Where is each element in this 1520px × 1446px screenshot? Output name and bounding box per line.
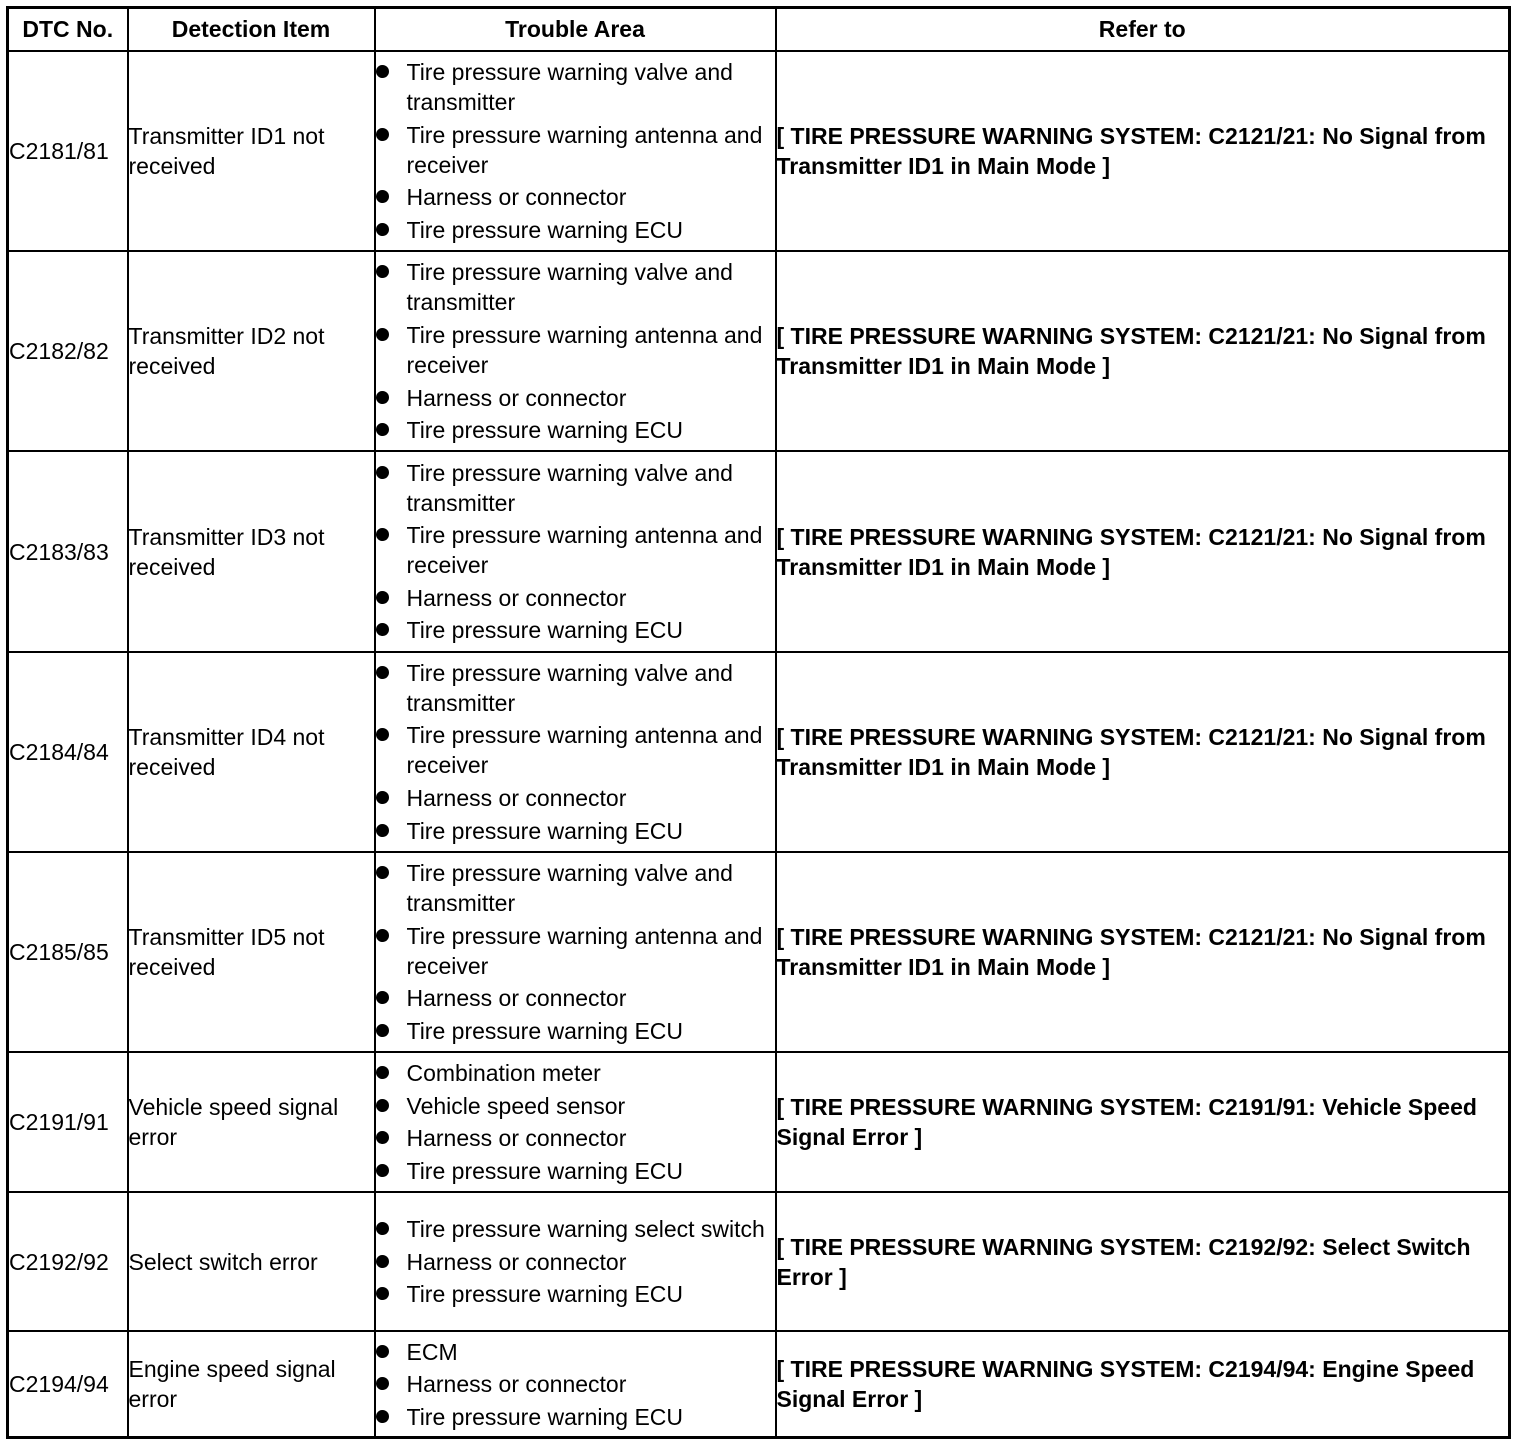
trouble-area-text: Harness or connector [406,1248,627,1275]
trouble-area-text: Tire pressure warning select switch [406,1216,765,1243]
header-detection-item: Detection Item [128,8,375,52]
trouble-area-text: Tire pressure warning ECU [406,1281,684,1308]
bullet-icon [376,929,389,942]
list-item [376,858,775,918]
trouble-area [375,1052,776,1192]
trouble-area-text: Tire pressure warning valve and transmitter [406,59,733,116]
trouble-area [375,1192,776,1331]
trouble-area-text: Harness or connector [406,785,627,811]
bullet-icon [376,265,389,278]
table-row [8,1052,1510,1192]
trouble-area-list [376,1058,775,1186]
list-item [376,720,775,780]
trouble-area-text: Tire pressure warning valve and transmitter [406,259,733,316]
list-item [376,1214,775,1244]
refer-to-link[interactable]: [ TIRE PRESSURE WARNING SYSTEM: C2121/21: No Signal from Transmitter ID1 in Main Mode ] [776,251,1510,451]
bullet-icon [376,1287,389,1300]
trouble-area-text: Harness or connector [406,184,627,211]
trouble-area [375,251,776,451]
trouble-area-text: Tire pressure warning ECU [406,216,684,243]
bullet-icon [376,1066,389,1079]
list-item [376,320,775,380]
refer-to-link[interactable]: [ TIRE PRESSURE WARNING SYSTEM: C2121/21: No Signal from Transmitter ID1 in Main Mode ] [776,51,1510,251]
trouble-area [375,1331,776,1437]
bullet-icon [376,128,389,141]
bullet-icon [376,223,389,236]
dtc-code: C2183/83 [8,451,128,651]
list-item [376,215,775,245]
list-item [376,921,775,981]
list-item [376,1369,775,1399]
bullet-icon [376,65,389,78]
trouble-area-text: Harness or connector [406,384,627,411]
dtc-code: C2181/81 [8,51,128,251]
trouble-area-text: ECM [406,1338,458,1365]
bullet-icon [376,666,389,679]
table-row [8,652,1510,852]
dtc-code: C2194/94 [8,1331,128,1437]
trouble-area-text: Tire pressure warning valve and transmitter [406,860,733,917]
bullet-icon [376,528,389,541]
table-row [8,1331,1510,1437]
trouble-area [375,652,776,852]
trouble-area-text: Harness or connector [406,985,627,1012]
list-item [376,816,775,846]
table-row [8,451,1510,651]
refer-to-link[interactable]: [ TIRE PRESSURE WARNING SYSTEM: C2121/21: No Signal from Transmitter ID1 in Main Mode ] [776,852,1510,1052]
trouble-area-list [376,57,775,245]
list-item [376,182,775,212]
list-item [376,1016,775,1046]
trouble-area-text: Tire pressure warning antenna and receiver [406,922,763,979]
trouble-area-list [376,858,775,1046]
bullet-icon [376,190,389,203]
list-item [376,1156,775,1186]
detection-item: Transmitter ID2 not received [128,251,375,451]
list-item [376,1279,775,1309]
trouble-area-text: Tire pressure warning antenna and receiver [406,522,763,579]
list-item [376,415,775,445]
detection-item: Transmitter ID5 not received [128,852,375,1052]
detection-item: Select switch error [128,1192,375,1331]
header-trouble-area: Trouble Area [375,8,776,52]
bullet-icon [376,1164,389,1177]
bullet-icon [376,728,389,741]
bullet-icon [376,824,389,837]
trouble-area-text: Tire pressure warning antenna and receiver [406,121,763,178]
refer-to-link[interactable]: [ TIRE PRESSURE WARNING SYSTEM: C2121/21: No Signal from Transmitter ID1 in Main Mode ] [776,652,1510,852]
bullet-icon [376,1410,389,1423]
list-item [376,1247,775,1277]
detection-item: Vehicle speed signal error [128,1052,375,1192]
trouble-area-list [376,1337,775,1432]
refer-to-link[interactable]: [ TIRE PRESSURE WARNING SYSTEM: C2192/92: Select Switch Error ] [776,1192,1510,1331]
trouble-area-text: Tire pressure warning ECU [406,1157,684,1184]
list-item [376,120,775,180]
bullet-icon [376,1255,389,1268]
detection-item: Transmitter ID3 not received [128,451,375,651]
list-item [376,615,775,645]
trouble-area-list [376,1214,775,1309]
bullet-icon [376,991,389,1004]
list-item [376,783,775,813]
list-item [376,1402,775,1432]
table-row [8,852,1510,1052]
trouble-area-list [376,658,775,846]
bullet-icon [376,423,389,436]
trouble-area-text: Harness or connector [406,584,627,611]
bullet-icon [376,391,389,404]
list-item [376,1337,775,1367]
bullet-icon [376,466,389,479]
list-item [376,1091,775,1121]
list-item [376,383,775,413]
trouble-area-text: Tire pressure warning ECU [406,417,684,444]
list-item [376,520,775,580]
trouble-area-text: Vehicle speed sensor [406,1092,626,1119]
list-item [376,658,775,718]
dtc-code: C2185/85 [8,852,128,1052]
dtc-code: C2191/91 [8,1052,128,1192]
list-item [376,1058,775,1088]
header-row [8,8,1510,52]
list-item [376,57,775,117]
trouble-area-text: Harness or connector [406,1125,627,1152]
bullet-icon [376,1131,389,1144]
bullet-icon [376,1099,389,1112]
bullet-icon [376,1377,389,1390]
trouble-area-text: Tire pressure warning ECU [406,1403,684,1430]
header-dtc-no: DTC No. [8,8,128,52]
list-item [376,983,775,1013]
bullet-icon [376,1345,389,1358]
bullet-icon [376,591,389,604]
dtc-code: C2184/84 [8,652,128,852]
detection-item: Transmitter ID4 not received [128,652,375,852]
list-item [376,1123,775,1153]
trouble-area-list [376,458,775,646]
refer-to-link[interactable]: [ TIRE PRESSURE WARNING SYSTEM: C2121/21: No Signal from Transmitter ID1 in Main Mode ] [776,451,1510,651]
trouble-area-text: Tire pressure warning ECU [406,617,684,644]
trouble-area-text: Combination meter [406,1060,601,1087]
trouble-area-text: Tire pressure warning antenna and receiver [406,722,763,779]
trouble-area-text: Tire pressure warning valve and transmitter [406,459,733,516]
refer-to-link[interactable]: [ TIRE PRESSURE WARNING SYSTEM: C2191/91: Vehicle Speed Signal Error ] [776,1052,1510,1192]
trouble-area-text: Tire pressure warning valve and transmitter [406,659,733,716]
trouble-area-text: Tire pressure warning antenna and receiver [406,322,763,378]
dtc-table [6,6,1511,1439]
dtc-code: C2182/82 [8,251,128,451]
trouble-area-text: Tire pressure warning ECU [406,817,684,844]
header-refer-to: Refer to [776,8,1510,52]
detection-item: Transmitter ID1 not received [128,51,375,251]
table-row [8,251,1510,451]
trouble-area-text: Harness or connector [406,1371,627,1398]
bullet-icon [376,623,389,636]
bullet-icon [376,791,389,804]
list-item [376,257,775,317]
bullet-icon [376,1024,389,1037]
dtc-code: C2192/92 [8,1192,128,1331]
trouble-area [375,51,776,251]
detection-item: Engine speed signal error [128,1331,375,1437]
trouble-area [375,852,776,1052]
table-row [8,51,1510,251]
bullet-icon [376,1222,389,1235]
table-row [8,1192,1510,1331]
bullet-icon [376,328,389,341]
refer-to-link[interactable]: [ TIRE PRESSURE WARNING SYSTEM: C2194/94: Engine Speed Signal Error ] [776,1331,1510,1437]
list-item [376,458,775,518]
trouble-area-text: Tire pressure warning ECU [406,1017,684,1044]
list-item [376,583,775,613]
bullet-icon [376,866,389,879]
trouble-area-list [376,257,775,445]
trouble-area [375,451,776,651]
